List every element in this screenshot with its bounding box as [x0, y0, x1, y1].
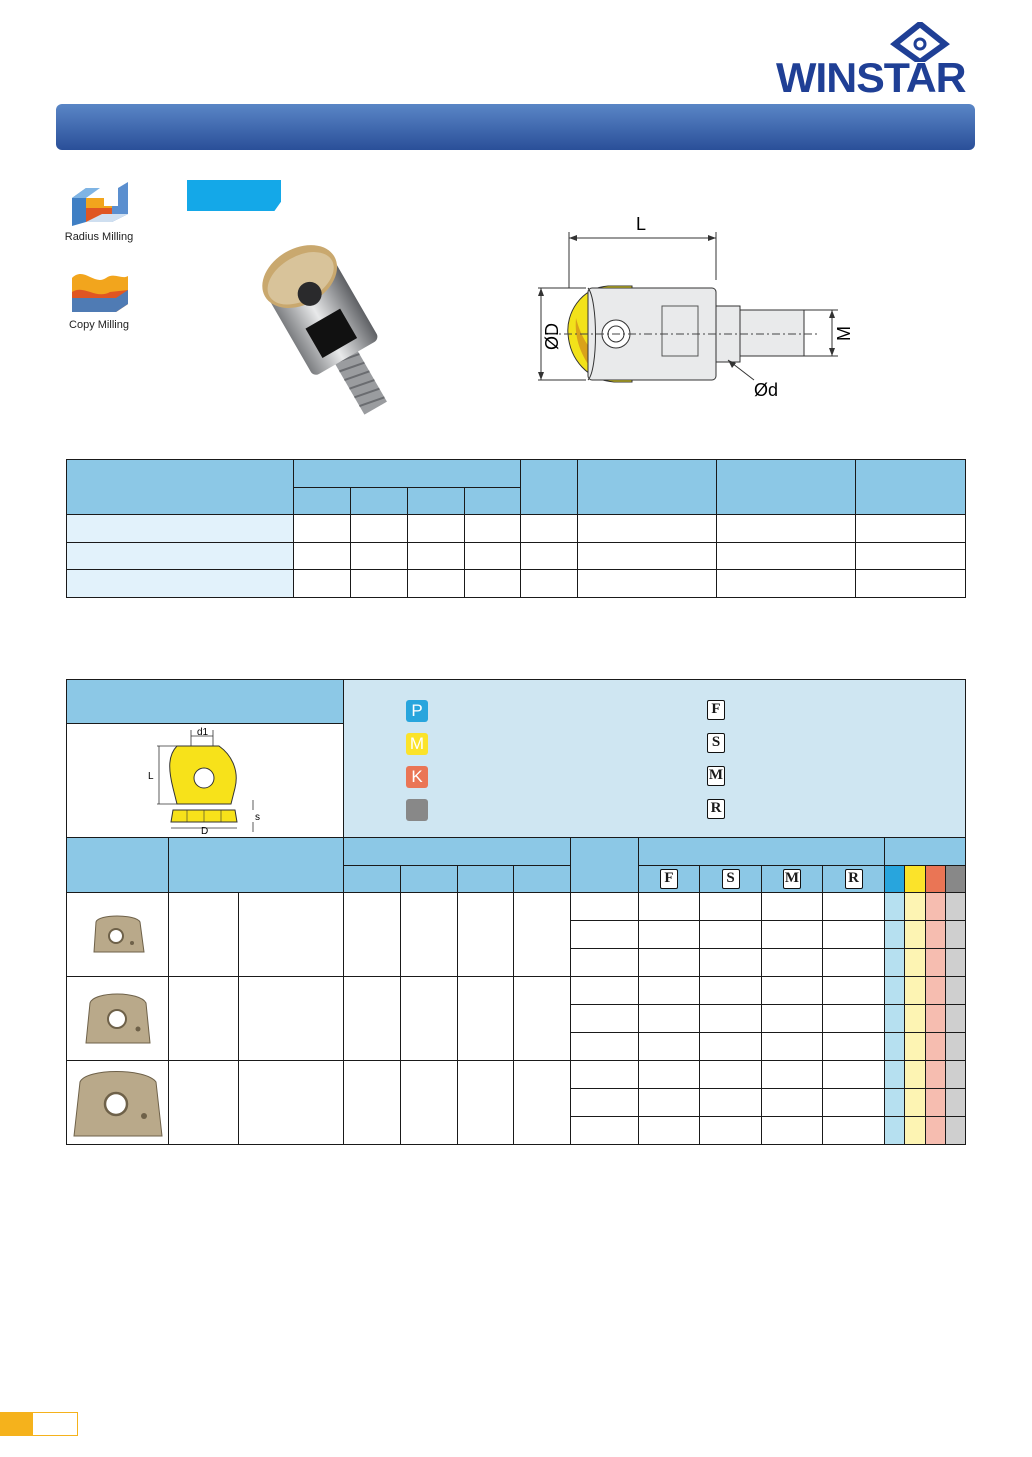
- header-cell: [67, 460, 294, 515]
- legend-panel: [344, 680, 966, 838]
- header-cell: [294, 488, 351, 515]
- table-header-row: [67, 460, 966, 488]
- brand-name: WINSTAR: [776, 54, 966, 101]
- table-cell: [67, 515, 294, 543]
- application-label: Radius Milling: [64, 231, 134, 243]
- header-condition-S: [700, 866, 762, 893]
- header-cell: [169, 838, 344, 893]
- condition-F-icon: F: [660, 869, 678, 889]
- header-cell: [571, 838, 639, 893]
- header-cell: [401, 866, 458, 893]
- table-cell: [67, 543, 294, 570]
- insert-photo: [90, 912, 146, 958]
- dim-label-D: ØD: [542, 323, 562, 350]
- header-cell: [344, 838, 571, 866]
- copy-milling-icon: [66, 264, 132, 316]
- header-cell: [639, 838, 885, 866]
- tool-dimension-drawing: [528, 210, 858, 410]
- header-material-P: [885, 866, 905, 893]
- title-banner: [56, 104, 975, 150]
- header-cell: [465, 488, 521, 515]
- header-material-M: [905, 866, 926, 893]
- insert-header-panel-row: [67, 680, 966, 724]
- header-cell: [717, 460, 856, 515]
- material-M-badge: M: [406, 733, 428, 755]
- radius-milling-icon: [66, 178, 132, 228]
- insert-dimension-drawing: [67, 724, 343, 837]
- insert-photo-cell: [67, 893, 169, 977]
- insert-spec-table: [66, 679, 966, 1145]
- header-condition-M: [762, 866, 823, 893]
- dim-label-M: M: [834, 326, 854, 341]
- insert-photo: [82, 989, 154, 1049]
- header-cell: [344, 866, 401, 893]
- application-radius-milling: [64, 178, 134, 243]
- insert-photo: [70, 1064, 166, 1142]
- header-condition-F: [639, 866, 700, 893]
- condition-M-icon: M: [783, 869, 801, 889]
- table-cell: [67, 570, 294, 598]
- table-row: [67, 515, 966, 543]
- condition-S-icon: S: [707, 733, 725, 753]
- product-photo: [236, 228, 432, 424]
- holder-spec-table: [66, 459, 966, 598]
- condition-S-icon: S: [722, 869, 740, 889]
- insert-drawing-cell: [67, 724, 344, 838]
- material-N-badge: [406, 799, 428, 821]
- insert-photo-cell: [67, 977, 169, 1061]
- insert-drawing-header: [67, 680, 344, 724]
- table-row: [67, 543, 966, 570]
- insert-label-L: L: [148, 771, 154, 782]
- application-label: Copy Milling: [69, 319, 129, 331]
- header-material-K: [926, 866, 946, 893]
- condition-F-icon: F: [707, 700, 725, 720]
- condition-M-icon: M: [707, 766, 725, 786]
- header-cell: [351, 488, 408, 515]
- header-cell: [458, 866, 514, 893]
- page-number-tab: [0, 1412, 32, 1436]
- material-P-badge: P: [406, 700, 428, 722]
- dim-label-d: Ød: [754, 380, 779, 400]
- condition-R-icon: R: [707, 799, 725, 819]
- page-number-box: [32, 1412, 78, 1436]
- insert-label-D: D: [201, 826, 209, 837]
- legend-conditions: [707, 700, 725, 832]
- condition-R-icon: R: [845, 869, 863, 889]
- brand-logo: [770, 22, 980, 101]
- header-cell: [856, 460, 966, 515]
- table-row: [67, 570, 966, 598]
- header-cell: [67, 838, 169, 893]
- material-K-badge: K: [406, 766, 428, 788]
- insert-photo-cell: [67, 1061, 169, 1145]
- application-copy-milling: [64, 264, 134, 331]
- legend-materials: [406, 700, 428, 832]
- section-tag: [187, 180, 281, 211]
- header-cell: [578, 460, 717, 515]
- header-cell: [514, 866, 571, 893]
- insert-label-d1: d1: [197, 727, 209, 738]
- table-row: [67, 1061, 966, 1089]
- insert-table-header-row: [67, 838, 966, 866]
- header-cell: [294, 460, 521, 488]
- insert-label-s: s: [255, 812, 260, 823]
- header-cell: [408, 488, 465, 515]
- header-cell: [521, 460, 578, 515]
- header-cell: [885, 838, 966, 866]
- header-material-N: [946, 866, 966, 893]
- dim-label-L: L: [636, 214, 647, 234]
- header-condition-R: [823, 866, 885, 893]
- table-row: [67, 977, 966, 1005]
- table-row: [67, 893, 966, 921]
